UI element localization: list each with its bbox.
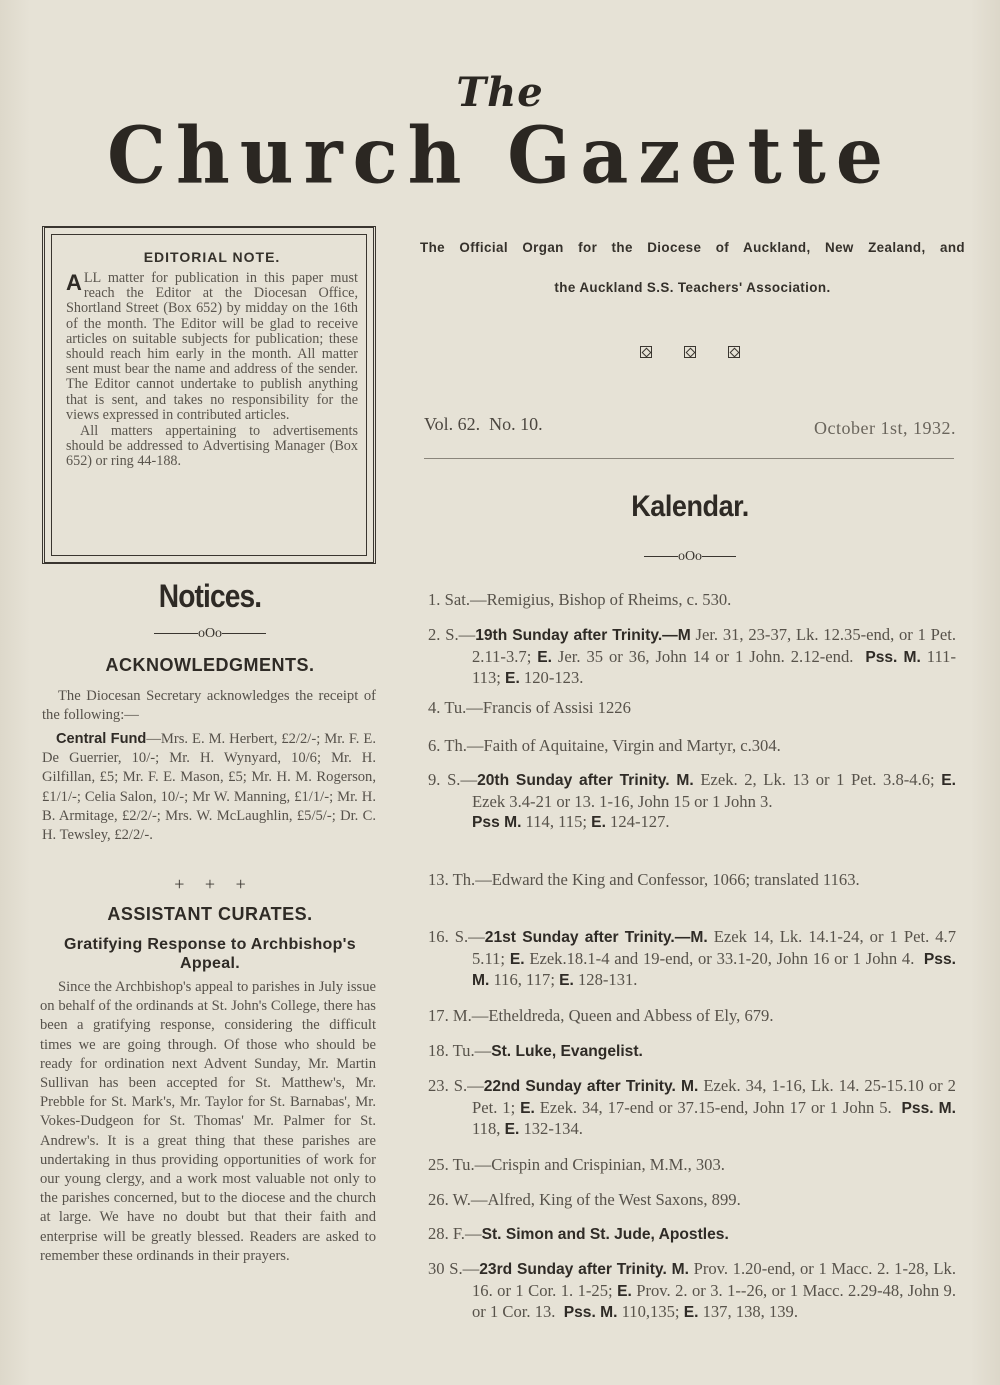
editorial-note-body xyxy=(66,271,358,470)
volume-number: Vol. 62. No. 10. xyxy=(424,414,543,434)
acknowledgments-list xyxy=(42,730,376,845)
ornament-rule xyxy=(644,556,678,557)
kalendar-entry: 16. S.—21st Sunday after Trinity.—M. Ezek 14, Lk. 14.1-24, or 1 Pet. 4.7 5.11; E. Ezek.18.1-4 and 19-end, or 33.1-20, John 16 or 1 John 4. Pss. M. 116, 117; E. 128-131. xyxy=(428,927,956,990)
kalendar-entry: 6. Th.—Faith of Aquitaine, Virgin and Martyr, c.304. xyxy=(428,736,781,755)
kalendar-heading: Kalendar. xyxy=(631,490,749,523)
notices-ornament xyxy=(40,626,380,642)
ornament-text: oOo xyxy=(677,549,703,564)
kalendar-entry: 26. W.—Alfred, King of the West Saxons, 899. xyxy=(428,1190,741,1209)
ornament-rule xyxy=(222,633,266,634)
masthead xyxy=(0,69,1000,202)
kalendar-entry: 4. Tu.—Francis of Assisi 1226 xyxy=(428,698,631,717)
editorial-paragraph-2: All matters appertaining to advertisements should be addressed to Advertising Manager (Box 652) or ring 44-188. xyxy=(66,423,358,470)
masthead-the: The xyxy=(456,69,544,116)
masthead-title: Church Gazette xyxy=(107,110,893,202)
assistant-curates-subheading: Gratifying Response to Archbishop's Appeal. xyxy=(64,936,356,972)
kalendar-entry: 1. Sat.—Remigius, Bishop of Rheims, c. 530. xyxy=(428,590,732,609)
kalendar-entry: 23. S.—22nd Sunday after Trinity. M. Ezek. 34, 1-16, Lk. 14. 25-15.10 or 2 Pet. 1; E. Ezek. 34, 17-end or 37.15-end, John 17 or 1 John 5. Pss. M. 118, E. 132-134. xyxy=(428,1076,956,1139)
editorial-note-box xyxy=(42,226,376,564)
acknowledgments-intro: The Diocesan Secretary acknowledges the receipt of the following:— xyxy=(42,688,376,724)
notices-heading: Notices. xyxy=(158,578,262,614)
central-fund-label: Central Fund xyxy=(56,731,147,747)
ornament-square-icon xyxy=(640,346,652,358)
kalendar-entry: 30 S.—23rd Sunday after Trinity. M. Prov. 1.20-end, or 1 Macc. 2. 1-28, Lk. 16. or 1 Cor. 1. 1-25; E. Prov. 2. or 3. 1--26, or 1 Macc. 2.29-48, John 9. or 1 Cor. 13. Pss. M. 110,135; E. 137, 138, 139. xyxy=(428,1259,961,1322)
ornament-square-icon xyxy=(728,346,740,358)
kalendar-entry: 18. Tu.—St. Luke, Evangelist. xyxy=(428,1041,643,1060)
kalendar-entry: 28. F.—St. Simon and St. Jude, Apostles. xyxy=(428,1224,729,1243)
kalendar-entry: 9. S.—20th Sunday after Trinity. M. Ezek. 2, Lk. 13 or 1 Pet. 3.8-4.6; E. Ezek 3.4-21 or 13. 1-16, John 15 or 1 John 3. Pss M. 114, 115; E. 124-127. xyxy=(428,770,956,832)
decorative-glyphs xyxy=(630,346,750,358)
official-organ-line-1: The Official Organ for the Diocese of Auckland, New Zealand, and xyxy=(420,240,965,255)
header-rule xyxy=(424,458,954,459)
editorial-paragraph-1 xyxy=(66,271,358,423)
assistant-curates-body: Since the Archbishop's appeal to parishes in July issue on behalf of the ordinands at St. John's College, there has been a gratifying response, considering the difficult times we are going through. Of those who should be ready for ordination next Advent Sunday, Mr. Martin Sullivan has been accepted for St. Matthew's, Mr. Prebble for St. Mark's, Mr. Taylor for St. Barnabas', Mr. Vokes-Dudgeon for St. Thomas' Mr. Palmer for St. Andrew's. It is a great thing that these parishes are undertaking in thus providing opportunities of work for our young clergy, and a work most valuable not only to the parishes concerned, but to the diocese and the church at large. We have no doubt but that their faith and enterprise will be greatly blessed. Readers are asked to remember these ordinands in their prayers. xyxy=(40,979,376,1264)
assistant-curates-heading: ASSISTANT CURATES. xyxy=(107,904,313,924)
acknowledgments-heading: ACKNOWLEDGMENTS. xyxy=(105,655,315,675)
issue-date: October 1st, 1932. xyxy=(814,418,956,438)
editorial-paragraph-1-text: LL matter for publication in this paper must reach the Editor at the Diocesan Office, Shortland Street (Box 652) by midday on the 16th of the month. The Editor will be glad to receive articles on suitable subjects for publication; these should reach him early in the month. All matter sent must bear the name and address of the sender. The Editor cannot undertake to publish anything that is sent, and takes no responsibility for the views expressed in contributed articles. xyxy=(66,270,358,423)
kalendar-entry: 13. Th.—Edward the King and Confessor, 1066; translated 1163. xyxy=(428,870,860,889)
kalendar-entry: 25. Tu.—Crispin and Crispinian, M.M., 303. xyxy=(428,1155,725,1174)
central-fund-donors: —Mrs. E. M. Herbert, £2/2/-; Mr. F. E. De Guerrier, 10/-; Mr. H. Wynyard, 10/6; Mr. H. Gilfillan, £5; Mr. F. E. Mason, £5; Mr. H. M. Rogerson, £1/1/-; Celia Salon, 10/-; Mr W. Manning, £1/1/-; Mr. H. B. Armitage, £2/2/-; Mrs. W. McLaughlin, £5/5/-; Dr. C. H. Tewsley, £2/2/-. xyxy=(42,731,376,844)
kalendar-ornament xyxy=(420,549,960,565)
cross-separator: + + + xyxy=(174,874,246,894)
editorial-note-inner xyxy=(51,234,367,556)
ornament-rule xyxy=(154,633,198,634)
ornament-text: oOo xyxy=(197,626,223,641)
drop-cap: A xyxy=(66,270,82,295)
editorial-note-title: EDITORIAL NOTE. xyxy=(143,249,281,265)
official-organ-line-2: the Auckland S.S. Teachers' Association. xyxy=(554,280,831,295)
ornament-rule xyxy=(702,556,736,557)
ornament-square-icon xyxy=(684,346,696,358)
kalendar-entry: 17. M.—Etheldreda, Queen and Abbess of Ely, 679. xyxy=(428,1006,774,1025)
kalendar-entry: 2. S.—19th Sunday after Trinity.—M Jer. 31, 23-37, Lk. 12.35-end, or 1 Pet. 2.11-3.7; E. Jer. 35 or 36, John 14 or 1 John. 2.12-end. Pss. M. 111-113; E. 120-123. xyxy=(428,625,956,688)
